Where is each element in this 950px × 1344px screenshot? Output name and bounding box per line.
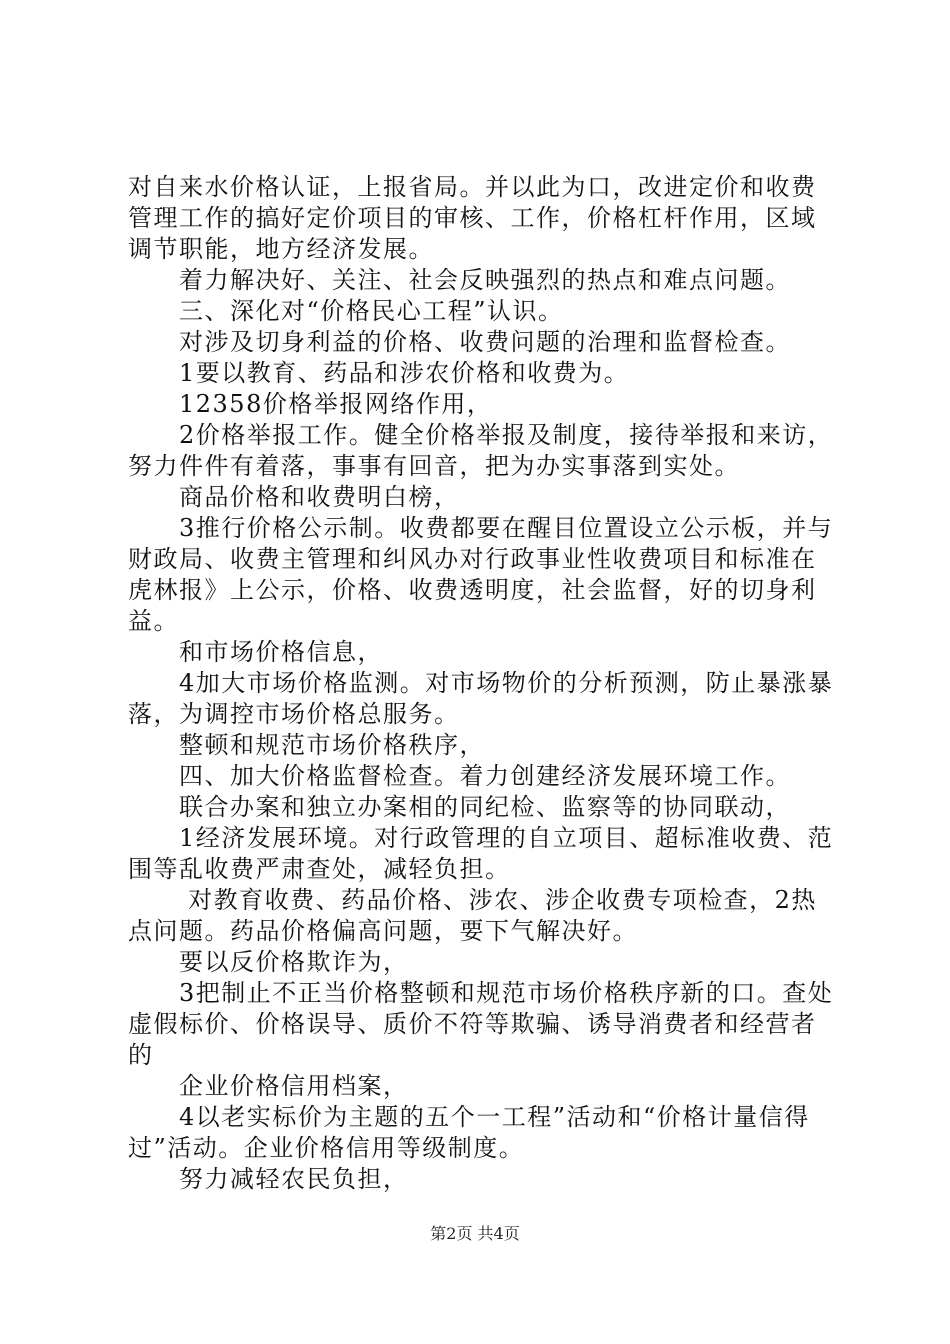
- paragraph: 对自来水价格认证，上报省局。并以此为口，改进定价和收费管理工作的搞好定价项目的审核、工作，价格杠杆作用，区域调节职能，地方经济发展。: [128, 173, 817, 263]
- paragraph: 三、深化对“价格民心工程”认识。: [128, 297, 564, 325]
- paragraph: 着力解决好、关注、社会反映强烈的热点和难点问题。: [128, 266, 791, 294]
- paragraph: 1要以教育、药品和涉农价格和收费为。: [128, 359, 630, 387]
- paragraph: 和市场价格信息，: [128, 638, 383, 666]
- paragraph: 要以反价格欺诈为，: [128, 948, 409, 976]
- paragraph: 对教育收费、药品价格、涉农、涉企收费专项检查，2热点问题。药品价格偏高问题，要下气解决好。: [128, 886, 817, 945]
- paragraph: 努力减轻农民负担，: [128, 1165, 409, 1193]
- paragraph: 四、加大价格监督检查。着力创建经济发展环境工作。: [128, 762, 791, 790]
- paragraph: 整顿和规范市场价格秩序，: [128, 731, 485, 759]
- paragraph: 企业价格信用档案，: [128, 1072, 409, 1100]
- paragraph: 12358价格举报网络作用，: [128, 390, 493, 418]
- document-body: [128, 172, 840, 1195]
- paragraph: 3把制止不正当价格整顿和规范市场价格秩序新的口。查处虚假标价、价格误导、质价不符等欺骗、诱导消费者和经营者的: [128, 979, 834, 1069]
- paragraph: 2价格举报工作。健全价格举报及制度，接待举报和来访，努力件件有着落，事事有回音，把为办实事落到实处。: [128, 421, 834, 480]
- paragraph: 4加大市场价格监测。对市场物价的分析预测，防止暴涨暴落，为调控市场价格总服务。: [128, 669, 834, 728]
- paragraph: 对涉及切身利益的价格、收费问题的治理和监督检查。: [128, 328, 791, 356]
- page-number-footer: 第2页 共4页: [430, 1224, 520, 1243]
- paragraph: 3推行价格公示制。收费都要在醒目位置设立公示板，并与财政局、收费主管理和纠风办对行政事业性收费项目和标准在虎林报》上公示，价格、收费透明度，社会监督，好的切身利益。: [128, 514, 834, 635]
- paragraph: 商品价格和收费明白榜，: [128, 483, 460, 511]
- paragraph: 1经济发展环境。对行政管理的自立项目、超标准收费、范围等乱收费严肃查处，减轻负担。: [128, 824, 834, 883]
- paragraph: 联合办案和独立办案相的同纪检、监察等的协同联动，: [128, 793, 791, 821]
- paragraph: 4以老实标价为主题的五个一工程”活动和“价格计量信得过”活动。企业价格信用等级制度。: [128, 1103, 810, 1162]
